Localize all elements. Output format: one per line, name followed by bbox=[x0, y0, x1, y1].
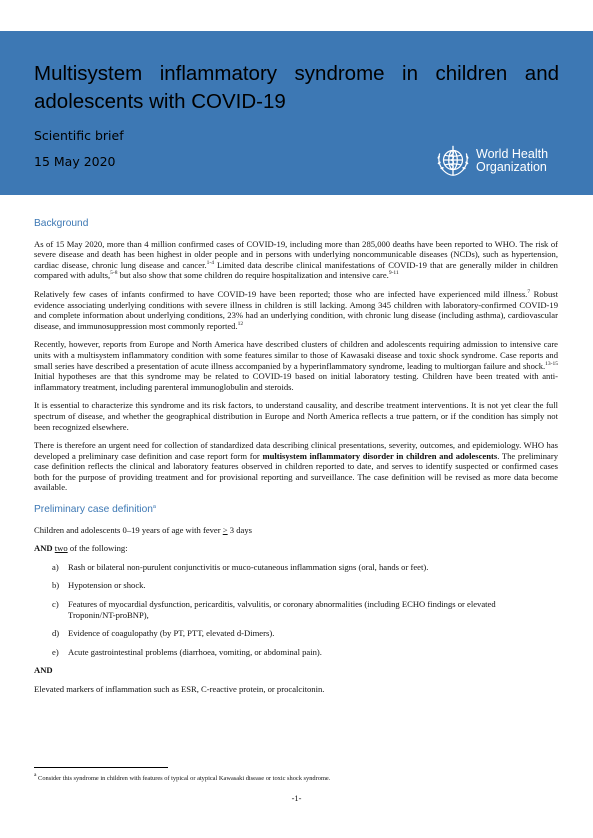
background-paragraph-2: Relatively few cases of infants confirmed to have COVID-19 have been reported; those who are infected have experienced mild illness.$^7$ Robust evidence associating underlying conditions with severe illness in children is still lacking. Among 345 children with laboratory-confirmed COVID-19 and complete information about underlying conditions, 23% had an underlying condition, with chronic lung disease (including asthma), cardiovascular disease, and immunosuppression most commonly reported.$^{12}$ bbox=[34, 288, 558, 331]
page-title: Multisystem inflammatory syndrome in children and adolescents with COVID-19 bbox=[34, 62, 559, 113]
inflammation-markers: Elevated markers of inflammation such as ESR, C-reactive protein, or procalcitonin. bbox=[34, 684, 325, 694]
who-emblem-icon bbox=[434, 142, 472, 180]
list-item: b) Hypotension or shock. bbox=[52, 580, 146, 591]
list-item: d) Evidence of coagulopathy (by PT, PTT, elevated d-Dimers). bbox=[52, 628, 275, 639]
background-paragraph-4: It is essential to characterize this syndrome and its risk factors, to understand causality, and describe treatment interventions. It is not yet clear the full spectrum of disease, and whether the geographical distribution in Europe and North America reflects a true pattern, or if the condition has simply not been recognized elsewhere. bbox=[34, 400, 558, 432]
org-name-line1: World Health bbox=[476, 147, 549, 161]
list-item: e) Acute gastrointestinal problems (diarrhoea, vomiting, or abdominal pain). bbox=[52, 646, 322, 657]
list-item: a) Rash or bilateral non-purulent conjunctivitis or muco-cutaneous inflammation signs (oral, hands or feet). bbox=[52, 561, 429, 572]
who-logo bbox=[434, 142, 548, 180]
footnote: $^a$ Consider this syndrome in children with features of typical or atypical Kawasaki disease or toxic shock syndrome. bbox=[34, 772, 331, 782]
age-criterion: Children and adolescents 0–19 years of age with fever > 3 days bbox=[34, 524, 252, 535]
background-paragraph-5: There is therefore an urgent need for collection of standardized data describing clinical presentations, severity, outcomes, and epidemiology. WHO has developed a preliminary case definition and case report form for multisystem inflammatory disorder in children and adolescents. The preliminary case definition reflects the clinical and laboratory features observed in children reported to date, and serves to identify suspected or confirmed cases both for the purpose of providing treatment and for provisional reporting and surveillance. The case definition will be revised as more data become available. bbox=[34, 440, 558, 493]
criteria-list bbox=[34, 562, 558, 658]
and-two-of-following: AND two of the following: bbox=[34, 543, 128, 554]
page-number: -1- bbox=[291, 794, 302, 803]
document-type: Scientific brief bbox=[34, 128, 124, 143]
background-paragraph-3: Recently, however, reports from Europe and North America have described clusters of children and adolescents requiring admission to intensive care units with a multisystem inflammatory condition with some features similar to those of Kawasaki disease and toxic shock syndrome. Case reports and small series have described a presentation of acute illness accompanied by a hyperinflammatory syndrome, leading to multiorgan failure and shock.$^{13-15}$ Initial hypotheses are that this syndrome may be related to COVID-19 based on initial laboratory testing. Children have been treated with anti-inflammatory treatment, including parenteral immunoglobulin and steroids. bbox=[34, 339, 558, 392]
organization-name bbox=[476, 148, 548, 174]
background-paragraph-1: As of 15 May 2020, more than 4 million confirmed cases of COVID-19, including more than 285,000 deaths have been reported to WHO. The risk of severe disease and death has been highest in older people and in persons with underlying noncommunicable diseases (NCDs), such as hypertension, cardiac disease, chronic lung disease and cancer.$^{1-4}$ Limited data describe clinical manifestations of COVID-19 that are generally milder in children compared with adults,$^{5-8}$ but also show that some children do require hospitalization and intensive care.$^{9-11}$ bbox=[34, 238, 558, 281]
case-definition-heading: Preliminary case definition$^a$ bbox=[34, 504, 156, 516]
org-name-line2: Organization bbox=[476, 160, 547, 174]
publication-date: 15 May 2020 bbox=[34, 154, 116, 169]
background-heading: Background bbox=[34, 218, 89, 229]
and-label: AND bbox=[34, 665, 53, 676]
list-item: c) Features of myocardial dysfunction, pericarditis, valvulitis, or coronary abnormalities (including ECHO findings or elevated Troponin/NT-proBNP), bbox=[52, 599, 496, 620]
footnote-divider bbox=[34, 767, 168, 768]
main-content bbox=[34, 219, 558, 703]
